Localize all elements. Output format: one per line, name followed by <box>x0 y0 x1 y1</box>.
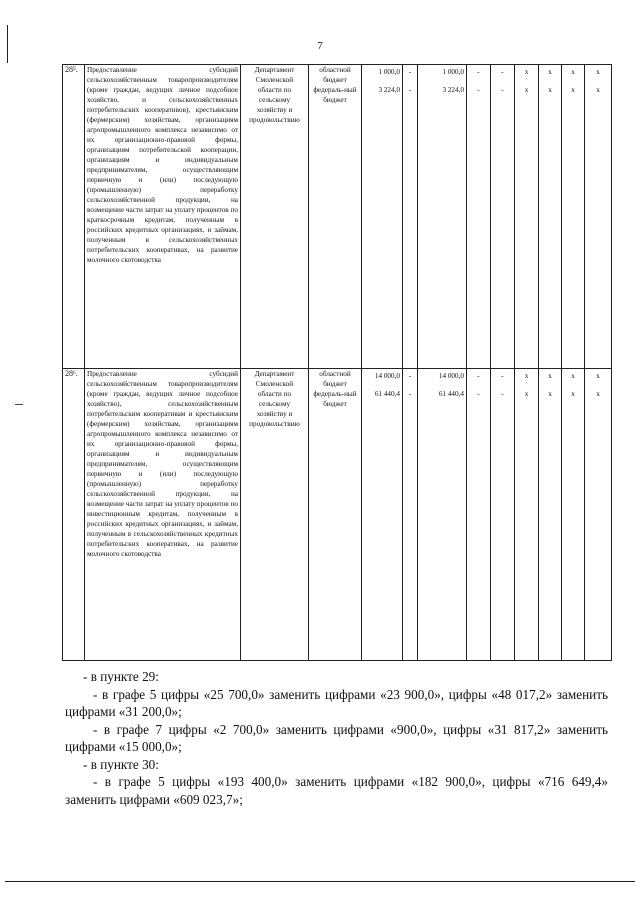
indicator-value-value: х <box>548 68 552 76</box>
indicator-value-value: х <box>524 68 529 76</box>
page-number: 7 <box>317 40 323 52</box>
indicator-value-value: х <box>571 390 575 398</box>
funding-source <box>309 65 362 369</box>
amendment-paragraph: - в графе 5 цифры «193 400,0» заменить цифрами «182 900,0», цифры «716 649,4» заменить цифрами «609 023,7»; <box>65 774 608 807</box>
year-value-value: - <box>501 86 504 94</box>
indicator-value-value: х <box>524 86 529 94</box>
indicator-value-value: х <box>548 390 552 398</box>
indicator-value <box>585 65 612 369</box>
funding-source-value: федераль-ный бюджет <box>313 390 357 408</box>
year-value <box>491 65 515 369</box>
measure-description: Предоставление субсидий сельскохозяйственным товаропроизводителям (кроме граждан, ведущих личное подсобное хозяйство, и сельскохозяйственных потребительских кооперативов), крестьянским (фермерским) хозяйствам, организациям агропромышленного комплекса независимо от их организационно-правовой формы, организациям потребительской кооперации, организациям и индивидуальным предпринимателям, осуществляющим первичную и (или) последующую (промышленную) переработку сельскохозяйственной продукции, на возмещение части затрат на уплату процентов по краткосрочным кредитам, полученным в российских кредитных организациях, и займам, полученным в сельскохозяйственных потребительских кооперативах, на развитие молочного скотоводства <box>85 65 241 369</box>
indicator-value <box>539 369 562 661</box>
funding-source-value: областной бюджет <box>319 66 351 84</box>
year-value-value: 1 000,0 <box>442 68 464 76</box>
amendment-paragraph: - в пункте 29: <box>83 669 159 684</box>
funding-source <box>309 369 362 661</box>
amendment-paragraph: - в графе 7 цифры «2 700,0» заменить цифрами «900,0», цифры «31 817,2» заменить цифрами «15 000,0»; <box>65 721 608 754</box>
total-amount <box>362 369 403 661</box>
responsible-department: Департамент Смоленской области по сельскому хозяйству и продовольствию <box>241 369 309 661</box>
program-table <box>62 64 612 661</box>
year-value-value: - <box>477 390 480 398</box>
year-value-value: 61 440,4 <box>438 390 464 398</box>
funding-source-value: федераль-ный бюджет <box>313 86 357 104</box>
table-row <box>63 369 612 661</box>
indicator-value-value: х <box>548 372 552 380</box>
year-value-value: - <box>477 372 480 380</box>
indicator-value-value: х <box>596 68 600 76</box>
year-value <box>467 369 491 661</box>
year-value <box>467 65 491 369</box>
year-value-value: - <box>408 68 412 76</box>
measure-description: Предоставление субсидий сельскохозяйственным товаропроизводителям (кроме граждан, ведущих личное подсобное хозяйство), сельскохозяйственным потребительским кооперативам и крестьянским (фермерским) хозяйствам, организациям агропромышленного комплекса независимо от их организационно-правовой формы, организациям и индивидуальным предпринимателям, осуществляющим первичную и (или) последующую (промышленную) переработку сельскохозяйственной продукции, на возмещение части затрат на уплату процентов по инвестиционным кредитам, полученным в российских кредитных организациях, и займам, полученным в сельскохозяйственных кредитных потребительских кооперативах, на развитие молочного скотоводства <box>85 369 241 661</box>
year-value <box>491 369 515 661</box>
indicator-value <box>562 369 585 661</box>
year-value-value: - <box>408 372 412 380</box>
bottom-rule <box>5 881 635 882</box>
total-amount-value: 3 224,0 <box>378 86 400 94</box>
indicator-value-value: х <box>596 390 600 398</box>
year-value <box>403 65 418 369</box>
indicator-value-value: х <box>524 372 529 380</box>
indicator-value <box>585 369 612 661</box>
row-number: 28⁶. <box>63 369 85 661</box>
amendment-paragraph: - в пункте 30: <box>83 756 159 772</box>
total-amount-value: 14 000,0 <box>374 372 400 380</box>
year-value-value: - <box>501 372 504 380</box>
year-value <box>418 65 467 369</box>
year-value-value: - <box>501 390 504 398</box>
table-row <box>63 65 612 369</box>
year-value-value: 14 000,0 <box>438 372 464 380</box>
year-value <box>403 369 418 661</box>
indicator-value-value: х <box>596 86 600 94</box>
indicator-value-value: х <box>571 86 575 94</box>
year-value <box>418 369 467 661</box>
total-amount <box>362 65 403 369</box>
year-value-value: 3 224,0 <box>442 86 464 94</box>
indicator-value-value: х <box>548 86 552 94</box>
margin-mark <box>15 404 23 405</box>
amendment-text <box>65 668 608 808</box>
year-value-value: - <box>477 86 480 94</box>
indicator-value-value: х <box>596 372 600 380</box>
total-amount-value: 61 440,4 <box>374 390 400 398</box>
year-value-value: - <box>501 68 504 76</box>
responsible-department: Департамент Смоленской области по сельскому хозяйству и продовольствию <box>241 65 309 369</box>
year-value-value: - <box>408 390 412 398</box>
indicator-value <box>515 369 539 661</box>
indicator-value <box>515 65 539 369</box>
funding-source-value: областной бюджет <box>319 370 351 388</box>
row-number: 28⁵. <box>63 65 85 369</box>
indicator-value-value: х <box>524 390 529 398</box>
year-value-value: - <box>408 86 412 94</box>
total-amount-value: 1 000,0 <box>378 68 400 76</box>
indicator-value-value: х <box>571 68 575 76</box>
indicator-value-value: х <box>571 372 575 380</box>
amendment-paragraph: - в графе 5 цифры «25 700,0» заменить цифрами «23 900,0», цифры «48 017,2» заменить цифрами «31 200,0»; <box>65 686 608 719</box>
indicator-value <box>539 65 562 369</box>
year-value-value: - <box>477 68 480 76</box>
indicator-value <box>562 65 585 369</box>
